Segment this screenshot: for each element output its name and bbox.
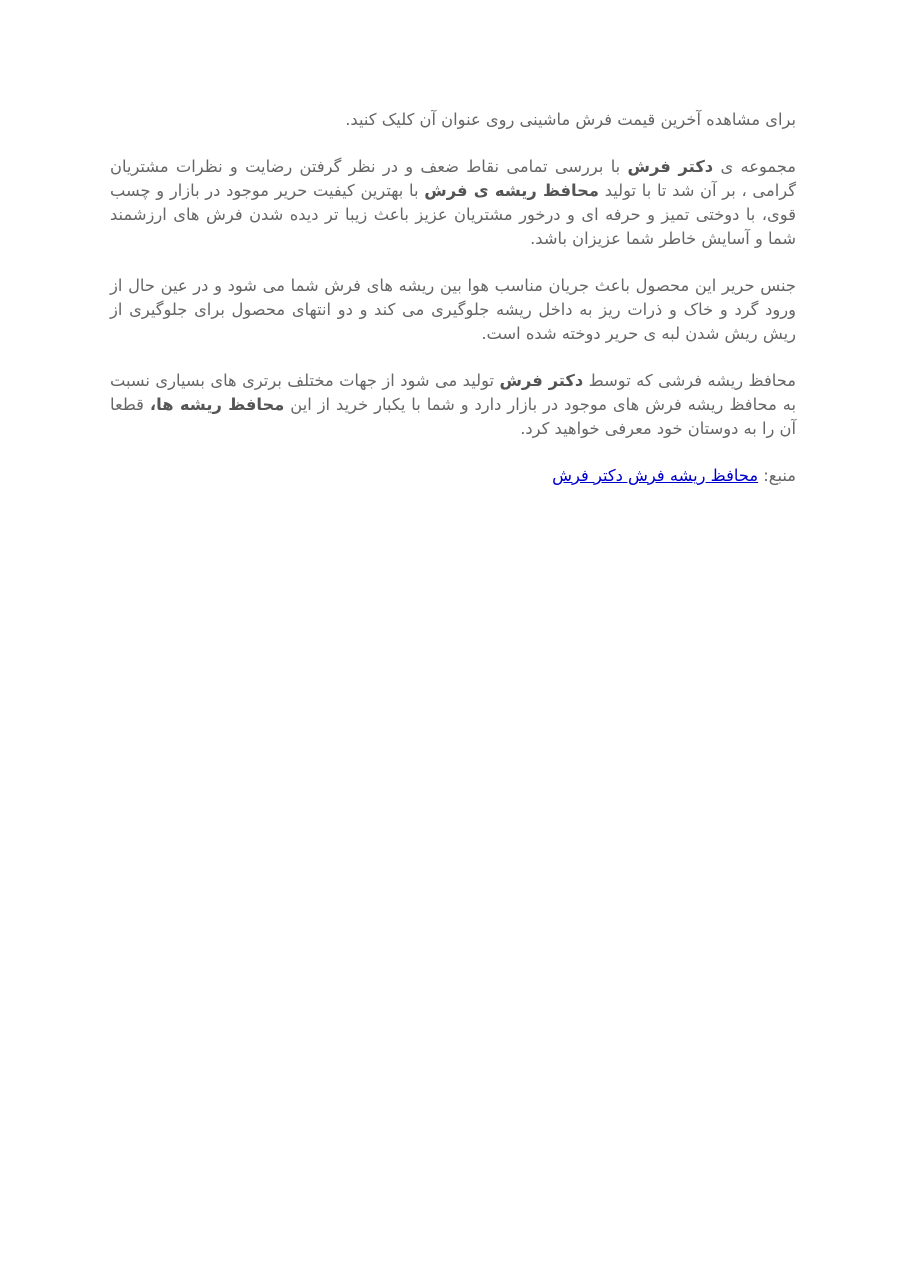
- product-name-bold: محافظ ریشه ی فرش: [424, 181, 599, 200]
- p1-text-3: با بهترین کیفیت حریر موجود در بازار و چسب قوی، با دوختی تمیز و حرفه ای و درخور مشتریان عزیز باعث زیبا تر دیده شدن فرش های ارزشمند شما و آسایش خاطر شما عزیزان باشد.: [110, 181, 796, 248]
- paragraph-about-collection: [110, 155, 796, 251]
- p3-text-1: محافظ ریشه فرشی که توسط: [583, 371, 796, 390]
- paragraph-advantages: [110, 369, 796, 441]
- p3-text-2: تولید می شود از جهات مختلف برتری های بسیاری نسبت به محافظ ریشه فرش های موجود در بازار دارد و شما با یکبار خرید از این: [110, 371, 796, 414]
- p1-text-1: مجموعه ی: [713, 157, 796, 176]
- product-name-bold-2: محافظ ریشه ها،: [149, 395, 285, 414]
- paragraph-material: جنس حریر این محصول باعث جریان مناسب هوا بین ریشه های فرش شما می شود و در عین حال از ورود گرد و خاک و ذرات ریز به داخل ریشه جلوگیری می کند و دو انتهای محصول برای جلوگیری از ریش ریش شدن لبه ی حریر دوخته شده است.: [110, 276, 796, 343]
- source-link[interactable]: محافظ ریشه فرش دکتر فرش: [552, 466, 759, 485]
- source-line: [110, 464, 796, 488]
- intro-paragraph: برای مشاهده آخرین قیمت فرش ماشینی روی عنوان آن کلیک کنید.: [345, 110, 796, 129]
- brand-name-bold: دکتر فرش: [627, 157, 714, 176]
- p3-text-3: قطعا آن را به دوستان خود معرفی خواهید کرد.: [110, 395, 796, 438]
- p1-text-2: با بررسی تمامی نقاط ضعف و در نظر گرفتن رضایت و نظرات مشتریان گرامی ، بر آن شد تا با تولید: [110, 157, 796, 200]
- source-label: منبع:: [758, 466, 796, 485]
- brand-name-bold-2: دکتر فرش: [499, 371, 584, 390]
- document-body: [110, 108, 796, 511]
